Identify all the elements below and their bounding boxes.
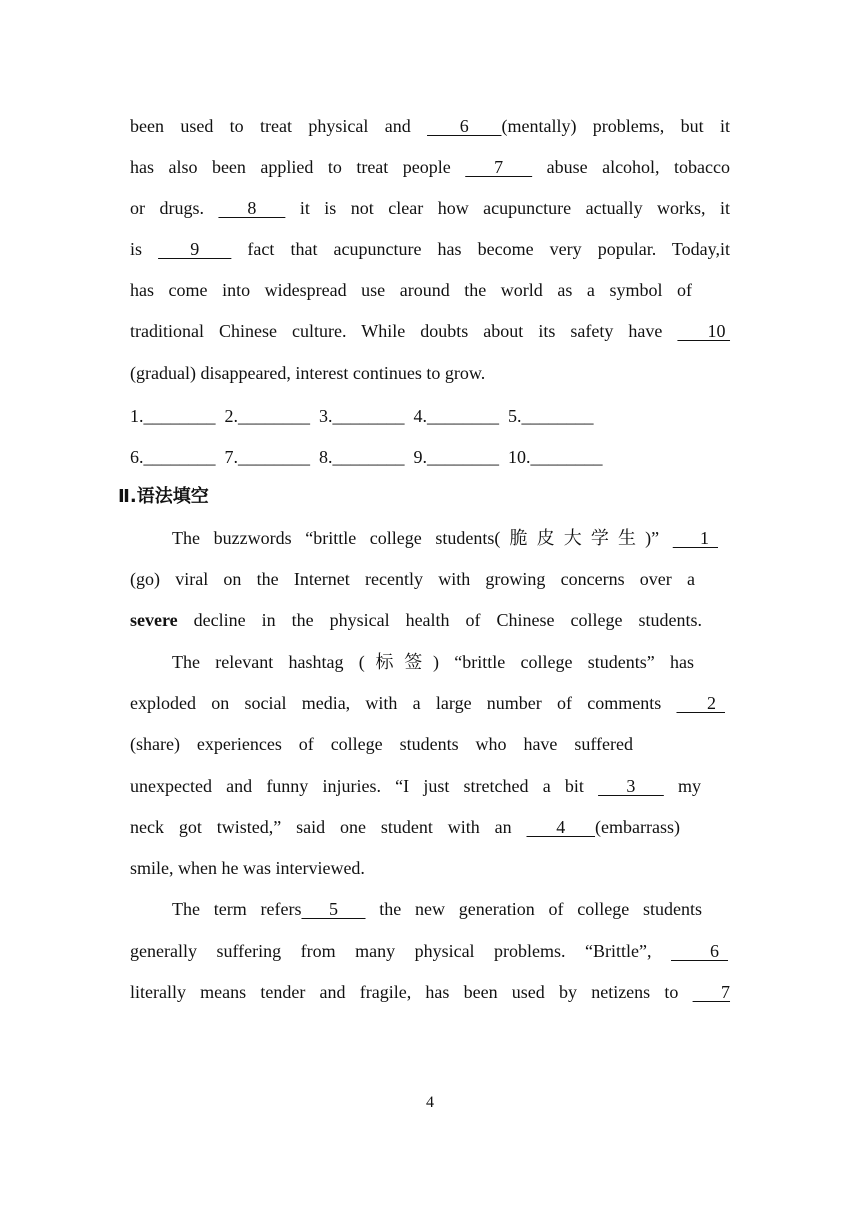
- passage1-line-3: or drugs. 8 it is not clear how acupuncture actually works, it: [130, 198, 731, 218]
- blank-1: 1: [672, 528, 718, 548]
- blank-7: 7: [465, 157, 533, 177]
- passage1-line-5: has come into widespread use around the world as a symbol of: [130, 280, 692, 300]
- blank-8: 8: [218, 198, 286, 218]
- answer-row-1: 1.________ 2.________ 3.________ 4.________ 5.________: [130, 406, 594, 426]
- passage1-line-1: been used to treat physical and 6 (mentally) problems, but it: [130, 116, 730, 136]
- passage2-line-1: The buzzwords “brittle college students(脆皮大学生)” 1: [172, 528, 718, 548]
- passage2-line-7: unexpected and funny injuries. “I just stretched a bit 3 my: [130, 776, 701, 796]
- passage2-line-3: severe decline in the physical health of Chinese college students.: [130, 610, 702, 630]
- passage2-line-4: The relevant hashtag (标签) “brittle college students” has: [172, 652, 694, 672]
- blank-7b: 7: [692, 982, 731, 1002]
- passage2-line-2: (go) viral on the Internet recently with growing concerns over a: [130, 569, 695, 589]
- blank-6: 6: [427, 116, 502, 136]
- passage1-line-2: has also been applied to treat people 7 abuse alcohol, tobacco: [130, 157, 730, 177]
- passage1-line-4: is 9 fact that acupuncture has become very popular. Today,it: [130, 239, 730, 259]
- passage2-line-10: The term refers 5 the new generation of college students: [172, 899, 702, 919]
- blank-9: 9: [158, 239, 232, 259]
- answer-row-2: 6.________ 7.________ 8.________ 9.________ 10.________: [130, 447, 603, 467]
- passage1-line-6: traditional Chinese culture. While doubts about its safety have 10: [130, 321, 731, 341]
- passage2-line-9: smile, when he was interviewed.: [130, 858, 365, 878]
- blank-2: 2: [676, 693, 725, 713]
- passage1-line-7: (gradual) disappeared, interest continues to grow.: [130, 363, 486, 383]
- blank-4: 4: [526, 817, 596, 837]
- blank-6b: 6: [671, 941, 729, 961]
- passage2-line-5: exploded on social media, with a large number of comments 2: [130, 693, 725, 713]
- blank-5: 5: [301, 899, 366, 919]
- blank-3: 3: [598, 776, 664, 796]
- section-title: Ⅱ.语法填空: [118, 486, 209, 507]
- passage2-line-8: neck got twisted,” said one student with an 4 (embarrass): [130, 817, 680, 837]
- passage2-line-6: (share) experiences of college students who have suffered: [130, 734, 633, 754]
- passage2-line-12: literally means tender and fragile, has been used by netizens to 7: [130, 982, 731, 1002]
- bold-word: severe: [130, 610, 178, 630]
- blank-10: 10: [677, 321, 731, 341]
- passage2-line-11: generally suffering from many physical problems. “Brittle”, 6: [130, 941, 729, 961]
- page-number: 4: [426, 1094, 434, 1111]
